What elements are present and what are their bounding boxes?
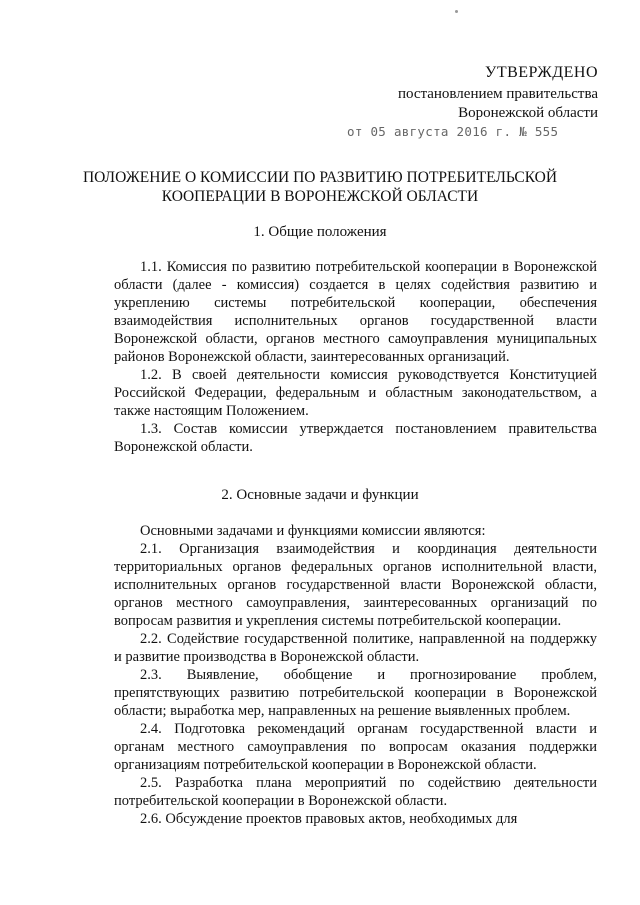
scan-speck [455,10,458,13]
section-2-heading: 2. Основные задачи и функции [221,487,419,503]
document-title: ПОЛОЖЕНИЕ О КОМИССИИ ПО РАЗВИТИЮ ПОТРЕБИТЕЛЬСКОЙ КООПЕРАЦИИ В ВОРОНЕЖСКОЙ ОБЛАСТИ [82,169,558,205]
paragraph-2-5: 2.5. Разработка плана мероприятий по содействию деятельности потребительской кооперации в Воронежской области. [114,775,597,809]
paragraph-2-4: 2.4. Подготовка рекомендаций органам государственной власти и органам местного самоуправления по вопросам оказания поддержки организациям потребительской кооперации в Воронежской области. [114,721,597,773]
paragraph-2-6: 2.6. Обсуждение проектов правовых актов, необходимых для [140,811,518,827]
section-2-body [114,522,597,828]
section-1-heading: 1. Общие положения [253,224,387,240]
paragraph-2-3: 2.3. Выявление, обобщение и прогнозирование проблем, препятствующих развитию потребительской кооперации в Воронежской области; выработка мер, направленных на решение выявленных проблем. [114,667,597,719]
paragraph-1-2: 1.2. В своей деятельности комиссия руководствуется Конституцией Российской Федерации, федеральным и областным законодательством, а также настоящим Положением. [114,367,597,419]
approval-line-1: постановлением правительства [397,86,598,102]
approval-line-2: Воронежской области [458,105,598,121]
paragraph-2-intro: Основными задачами и функциями комиссии являются: [140,523,486,539]
section-1-body [114,258,597,456]
approval-title: УТВЕРЖДЕНО [484,64,598,81]
paragraph-2-1: 2.1. Организация взаимодействия и координация деятельности территориальных органов федеральных органов исполнительной власти, исполнительных органов государственной власти Воронежской области, органов местного самоуправления, заинтересованных организаций по вопросам развития и укрепления системы потребительской кооперации. [114,541,597,629]
approval-date-stamp: от 05 августа 2016 г. № 555 [347,124,559,139]
paragraph-1-3: 1.3. Состав комиссии утверждается постановлением правительства Воронежской области. [114,421,597,455]
paragraph-2-2: 2.2. Содействие государственной политике, направленной на поддержку и развитие производства в Воронежской области. [114,631,597,665]
paragraph-1-1: 1.1. Комиссия по развитию потребительской кооперации в Воронежской области (далее - комиссия) создается в целях содействия развитию и укреплению системы потребительской кооперации, обеспечения взаимодействия исполнительных органов государственной власти Воронежской области, органов местного самоуправления муниципальных районов Воронежской области, заинтересованных организаций. [114,259,597,365]
